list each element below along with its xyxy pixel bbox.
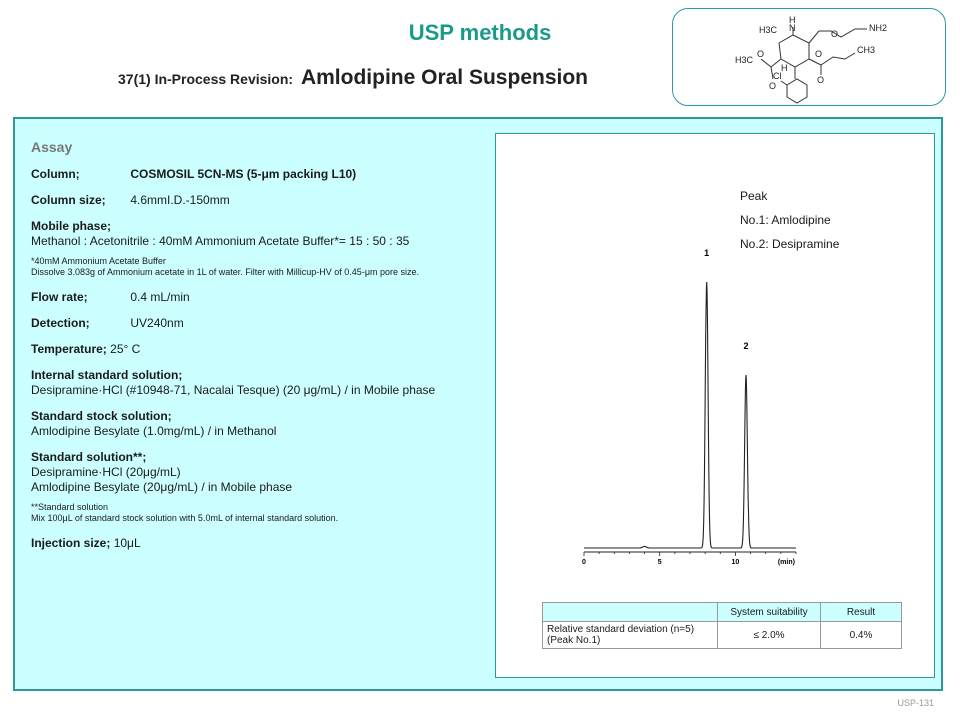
peak-label-1: 1	[704, 248, 710, 258]
page-number: USP-131	[897, 698, 934, 708]
x-axis-unit: (min)	[777, 559, 795, 566]
struct-label: H3C	[759, 25, 778, 35]
table-row	[543, 622, 902, 649]
column-label: Column;	[31, 167, 80, 181]
table-header-row	[543, 603, 902, 622]
struct-label: Cl	[773, 71, 782, 81]
detection-row	[31, 316, 471, 331]
internal-standard-label: Internal standard solution;	[31, 368, 183, 382]
buffer-note-title: *40mM Ammonium Acetate Buffer	[31, 256, 166, 266]
injection-value: 10μL	[113, 536, 141, 550]
standard-solution-value-2: Amlodipine Besylate (20μg/mL) / in Mobile phase	[31, 480, 293, 494]
page-title: USP methods	[408, 20, 552, 45]
column-value: COSMOSIL 5CN-MS (5-μm packing L10)	[130, 167, 357, 181]
internal-standard-row	[31, 368, 471, 398]
assay-section	[31, 139, 471, 562]
std-note-text: Mix 100μL of standard stock solution with 5.0mL of internal standard solution.	[31, 513, 339, 523]
standard-solution-row	[31, 450, 471, 495]
injection-row	[31, 536, 471, 551]
struct-label: O	[757, 49, 765, 59]
table-header-cell: System suitability	[718, 603, 821, 622]
chromatogram-trace	[584, 282, 796, 548]
x-axis-tick-label: 10	[731, 559, 740, 566]
struct-label: O	[769, 81, 777, 91]
standard-solution-note	[31, 502, 471, 524]
standard-solution-value-1: Desipramine·HCl (20μg/mL)	[31, 465, 181, 479]
detection-label: Detection;	[31, 316, 90, 330]
mobile-phase-row	[31, 219, 471, 249]
table-header-cell: Result	[821, 603, 902, 622]
chromatogram-chart	[496, 134, 936, 574]
assay-heading: Assay	[31, 139, 73, 155]
mobile-phase-note	[31, 256, 471, 278]
mobile-phase-value: Methanol : Acetonitrile : 40mM Ammonium Acetate Buffer*= 15 : 50 : 35	[31, 234, 410, 248]
stock-solution-label: Standard stock solution;	[31, 409, 172, 423]
struct-label: NH2	[869, 23, 888, 33]
struct-label: H3C	[735, 55, 754, 65]
mobile-phase-label: Mobile phase;	[31, 219, 112, 233]
flow-rate-label: Flow rate;	[31, 290, 88, 304]
page-subtitle	[118, 66, 678, 90]
struct-label: H	[789, 15, 796, 25]
x-axis-tick-label: 0	[582, 559, 586, 566]
chromatogram-panel	[495, 133, 935, 678]
method-panel	[13, 117, 943, 691]
table-cell-criterion: ≤ 2.0%	[718, 622, 821, 649]
peak-legend-title: Peak	[740, 189, 768, 203]
temperature-label: Temperature;	[31, 342, 107, 356]
table-header-cell	[543, 603, 718, 622]
stock-solution-row	[31, 409, 471, 439]
struct-label: O	[815, 49, 823, 59]
peak-legend-item-1: No.1: Amlodipine	[740, 213, 831, 227]
table-cell-result: 0.4%	[821, 622, 902, 649]
struct-label: CH3	[857, 45, 876, 55]
column-size-value: 4.6mmI.D.-150mm	[130, 193, 230, 207]
table-cell-item: Relative standard deviation (n=5) (Peak No.1)	[543, 622, 718, 649]
standard-solution-label: Standard solution**;	[31, 450, 147, 464]
x-axis-tick-label: 5	[657, 559, 662, 566]
temperature-row	[31, 342, 471, 357]
internal-standard-value: Desipramine·HCl (#10948-71, Nacalai Tesque) (20 μg/mL) / in Mobile phase	[31, 383, 436, 397]
struct-label: O	[831, 29, 839, 39]
struct-label: N	[789, 23, 796, 33]
struct-label: O	[817, 75, 825, 85]
chemical-structure-box	[672, 8, 946, 106]
flow-rate-value: 0.4 mL/min	[130, 290, 190, 304]
system-suitability-table	[542, 602, 902, 649]
subtitle-main: Amlodipine Oral Suspension	[300, 66, 588, 89]
chemical-structure	[673, 9, 945, 105]
peak-legend-item-2: No.2: Desipramine	[740, 237, 840, 251]
detection-value: UV240nm	[130, 316, 184, 330]
stock-solution-value: Amlodipine Besylate (1.0mg/mL) / in Methanol	[31, 424, 277, 438]
flow-rate-row	[31, 290, 471, 305]
buffer-note-text: Dissolve 3.083g of Ammonium acetate in 1L of water. Filter with Millicup-HV of 0.45-μm pore size.	[31, 267, 420, 277]
std-note-title: **Standard solution	[31, 502, 109, 512]
column-size-row	[31, 193, 471, 208]
temperature-value: 25° C	[110, 342, 141, 356]
injection-label: Injection size;	[31, 536, 111, 550]
column-size-label: Column size;	[31, 193, 106, 207]
struct-label: H	[781, 63, 788, 73]
column-row	[31, 167, 471, 182]
subtitle-prefix: 37(1) In-Process Revision:	[118, 71, 294, 87]
peak-label-2: 2	[743, 341, 749, 352]
